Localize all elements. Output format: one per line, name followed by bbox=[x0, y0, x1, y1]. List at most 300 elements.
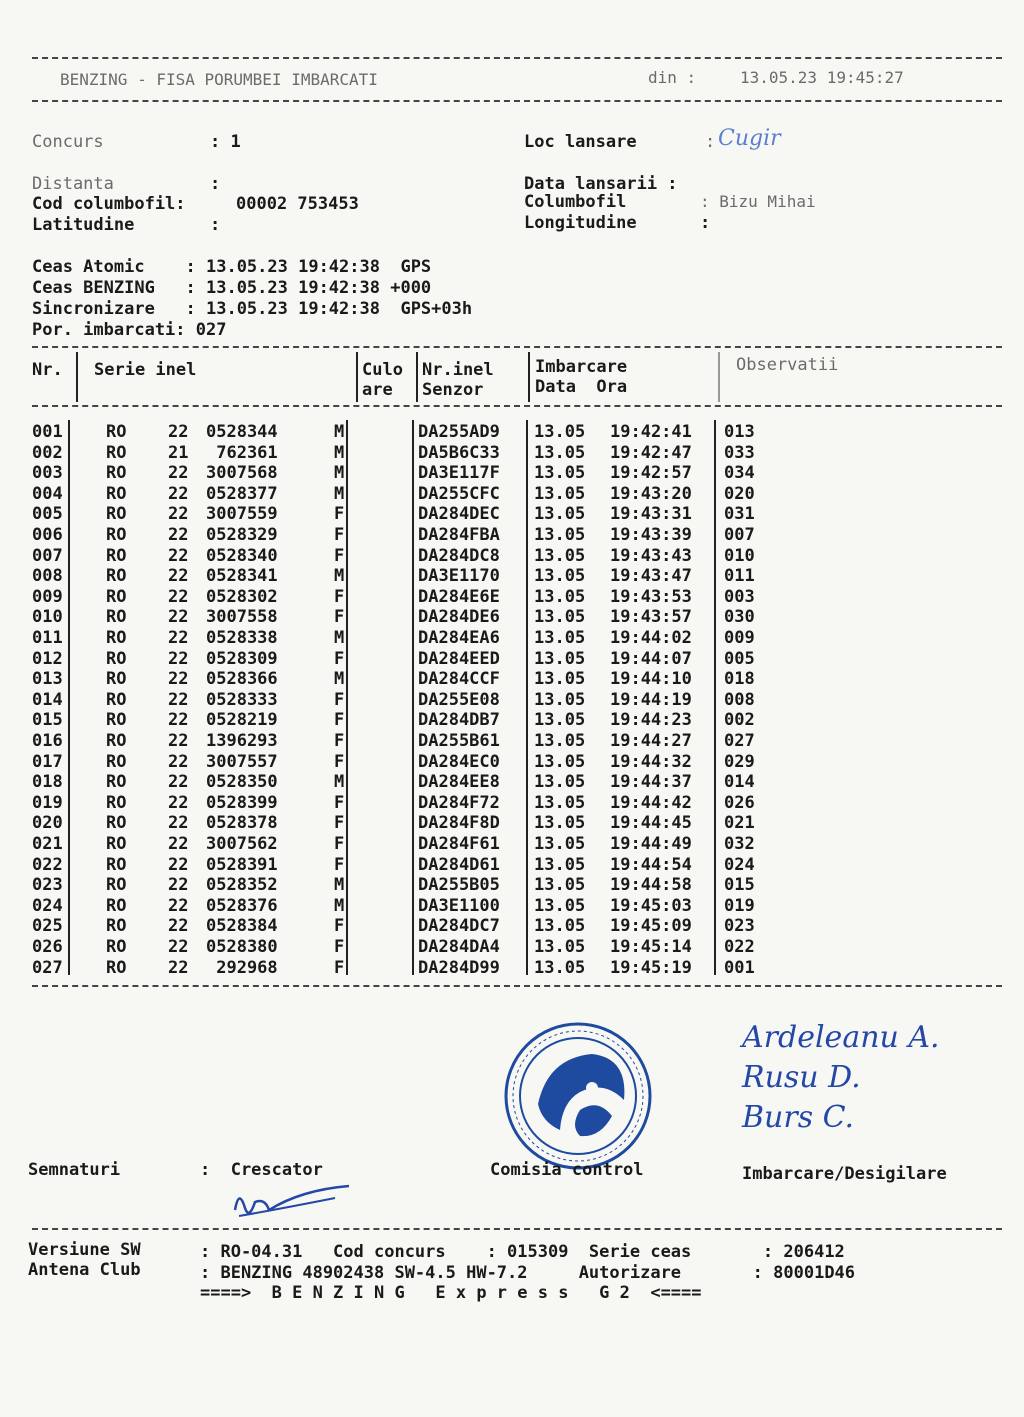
divider bbox=[32, 346, 1002, 348]
sensor-id: DA284D99 bbox=[418, 957, 500, 978]
observation: 002 bbox=[724, 710, 755, 731]
row-number: 015 bbox=[32, 710, 63, 731]
boarding-date: 13.05 bbox=[534, 731, 586, 751]
col-imbarcare-2: Data Ora bbox=[535, 377, 628, 397]
sex: F bbox=[334, 937, 345, 957]
country-code: RO bbox=[106, 669, 127, 690]
row-number: 014 bbox=[32, 689, 63, 710]
imbarcare-desigilare-label: Imbarcare/Desigilare bbox=[742, 1164, 947, 1184]
boarding-date: 13.05 bbox=[534, 525, 586, 545]
sensor-id: DA5B6C33 bbox=[418, 442, 500, 463]
boarding-time: 19:44:23 bbox=[610, 710, 692, 731]
table-row bbox=[32, 669, 772, 689]
ring-number: 0528309 bbox=[206, 648, 278, 669]
boarding-date: 13.05 bbox=[534, 895, 586, 916]
table-row bbox=[32, 958, 772, 978]
sensor-id: DA284DE6 bbox=[418, 607, 500, 628]
boarding-date: 13.05 bbox=[534, 463, 586, 484]
sensor-id: DA284DA4 bbox=[418, 937, 500, 957]
observation: 011 bbox=[724, 566, 755, 587]
boarding-date: 13.05 bbox=[534, 854, 586, 875]
row-number: 016 bbox=[32, 731, 63, 751]
boarding-time: 19:43:53 bbox=[610, 586, 692, 607]
loc-lansare-handwritten: Cugir bbox=[718, 126, 781, 151]
boarding-time: 19:44:19 bbox=[610, 689, 692, 710]
table-row bbox=[32, 855, 772, 875]
col-nr-inel-1: Nr.inel bbox=[422, 360, 494, 380]
row-number: 006 bbox=[32, 525, 63, 545]
year: 22 bbox=[168, 422, 189, 442]
column-separator bbox=[526, 420, 528, 975]
boarding-date: 13.05 bbox=[534, 792, 586, 813]
year: 22 bbox=[168, 483, 189, 504]
ring-number: 3007562 bbox=[206, 834, 278, 854]
table-row bbox=[32, 628, 772, 648]
year: 22 bbox=[168, 525, 189, 545]
divider bbox=[32, 405, 1002, 407]
sex: M bbox=[334, 669, 345, 690]
year: 22 bbox=[168, 772, 189, 793]
observation: 013 bbox=[724, 422, 755, 442]
observation: 021 bbox=[724, 813, 755, 834]
boarding-time: 19:44:27 bbox=[610, 731, 692, 751]
header-separator bbox=[356, 352, 358, 402]
sex: F bbox=[334, 607, 345, 628]
country-code: RO bbox=[106, 710, 127, 731]
year: 21 bbox=[168, 442, 189, 463]
boarding-date: 13.05 bbox=[534, 772, 586, 793]
country-code: RO bbox=[106, 504, 127, 525]
sex: F bbox=[334, 834, 345, 854]
ring-number: 762361 bbox=[206, 442, 278, 463]
sex: F bbox=[334, 525, 345, 545]
ring-number: 292968 bbox=[206, 957, 278, 978]
sensor-id: DA284EA6 bbox=[418, 628, 500, 648]
boarding-time: 19:42:47 bbox=[610, 442, 692, 463]
year: 22 bbox=[168, 566, 189, 587]
row-number: 010 bbox=[32, 607, 63, 628]
document-title: BENZING - FISA PORUMBEI IMBARCATI bbox=[60, 70, 378, 89]
boarding-date: 13.05 bbox=[534, 586, 586, 607]
country-code: RO bbox=[106, 628, 127, 648]
table-row bbox=[32, 463, 772, 483]
observation: 019 bbox=[724, 895, 755, 916]
observation: 033 bbox=[724, 442, 755, 463]
sensor-id: DA284F72 bbox=[418, 792, 500, 813]
concurs-value: : 1 bbox=[210, 132, 241, 152]
sensor-id: DA284CCF bbox=[418, 669, 500, 690]
boarding-time: 19:43:31 bbox=[610, 504, 692, 525]
country-code: RO bbox=[106, 731, 127, 751]
header-separator bbox=[718, 352, 720, 402]
antena-club-line: : BENZING 48902438 SW-4.5 HW-7.2 Autorizare : 80001D46 bbox=[200, 1263, 856, 1283]
columbofil-label: Columbofil bbox=[524, 192, 627, 212]
observation: 027 bbox=[724, 731, 755, 751]
row-number: 008 bbox=[32, 566, 63, 587]
table-row bbox=[32, 772, 772, 792]
country-code: RO bbox=[106, 895, 127, 916]
year: 22 bbox=[168, 751, 189, 772]
table-row bbox=[32, 422, 772, 442]
table-row bbox=[32, 566, 772, 586]
ring-number: 0528352 bbox=[206, 875, 278, 896]
ring-number: 0528344 bbox=[206, 422, 278, 442]
country-code: RO bbox=[106, 648, 127, 669]
sex: M bbox=[334, 463, 345, 484]
concurs-label: Concurs bbox=[32, 132, 104, 152]
observation: 026 bbox=[724, 792, 755, 813]
sensor-id: DA255B61 bbox=[418, 731, 500, 751]
country-code: RO bbox=[106, 854, 127, 875]
table-row bbox=[32, 690, 772, 710]
column-separator bbox=[346, 420, 348, 975]
divider bbox=[32, 1228, 1002, 1230]
boarding-date: 13.05 bbox=[534, 957, 586, 978]
observation: 022 bbox=[724, 937, 755, 957]
row-number: 020 bbox=[32, 813, 63, 834]
sex: M bbox=[334, 895, 345, 916]
row-number: 001 bbox=[32, 422, 63, 442]
country-code: RO bbox=[106, 463, 127, 484]
country-code: RO bbox=[106, 422, 127, 442]
country-code: RO bbox=[106, 483, 127, 504]
divider bbox=[32, 985, 1002, 987]
observation: 020 bbox=[724, 483, 755, 504]
observation: 023 bbox=[724, 916, 755, 937]
year: 22 bbox=[168, 710, 189, 731]
country-code: RO bbox=[106, 607, 127, 628]
boarding-time: 19:45:03 bbox=[610, 895, 692, 916]
country-code: RO bbox=[106, 957, 127, 978]
sex: M bbox=[334, 422, 345, 442]
boarding-date: 13.05 bbox=[534, 916, 586, 937]
year: 22 bbox=[168, 916, 189, 937]
country-code: RO bbox=[106, 772, 127, 793]
row-number: 025 bbox=[32, 916, 63, 937]
boarding-time: 19:44:42 bbox=[610, 792, 692, 813]
sensor-id: DA284F8D bbox=[418, 813, 500, 834]
ring-number: 0528376 bbox=[206, 895, 278, 916]
boarding-date: 13.05 bbox=[534, 607, 586, 628]
row-number: 024 bbox=[32, 895, 63, 916]
observation: 009 bbox=[724, 628, 755, 648]
row-number: 019 bbox=[32, 792, 63, 813]
boarding-date: 13.05 bbox=[534, 689, 586, 710]
boarding-time: 19:43:39 bbox=[610, 525, 692, 545]
table-row bbox=[32, 504, 772, 524]
observation: 031 bbox=[724, 504, 755, 525]
country-code: RO bbox=[106, 875, 127, 896]
table-row bbox=[32, 443, 772, 463]
table-row bbox=[32, 937, 772, 957]
table-row bbox=[32, 525, 772, 545]
longitudine-value: : bbox=[700, 213, 711, 233]
boarding-time: 19:43:43 bbox=[610, 545, 692, 566]
year: 22 bbox=[168, 586, 189, 607]
row-number: 023 bbox=[32, 875, 63, 896]
boarding-time: 19:43:47 bbox=[610, 566, 692, 587]
boarding-date: 13.05 bbox=[534, 545, 586, 566]
ring-number: 1396293 bbox=[206, 731, 278, 751]
ring-number: 0528219 bbox=[206, 710, 278, 731]
sex: F bbox=[334, 586, 345, 607]
table-row bbox=[32, 896, 772, 916]
date-label: din : bbox=[648, 68, 697, 87]
row-number: 017 bbox=[32, 751, 63, 772]
country-code: RO bbox=[106, 545, 127, 566]
observation: 032 bbox=[724, 834, 755, 854]
sex: F bbox=[334, 731, 345, 751]
cod-columbofil-label: Cod columbofil: bbox=[32, 194, 186, 214]
row-number: 002 bbox=[32, 442, 63, 463]
col-imbarcare-1: Imbarcare bbox=[535, 357, 628, 377]
country-code: RO bbox=[106, 937, 127, 957]
ring-number: 0528380 bbox=[206, 937, 278, 957]
boarding-time: 19:45:14 bbox=[610, 937, 692, 957]
boarding-date: 13.05 bbox=[534, 442, 586, 463]
boarding-time: 19:44:49 bbox=[610, 834, 692, 854]
distanta-label: Distanta bbox=[32, 174, 114, 194]
year: 22 bbox=[168, 731, 189, 751]
boarding-time: 19:44:02 bbox=[610, 628, 692, 648]
latitudine-value: : bbox=[210, 215, 221, 235]
year: 22 bbox=[168, 937, 189, 957]
year: 22 bbox=[168, 957, 189, 978]
country-code: RO bbox=[106, 792, 127, 813]
ring-number: 3007558 bbox=[206, 607, 278, 628]
header-separator bbox=[416, 352, 418, 402]
ring-number: 0528350 bbox=[206, 772, 278, 793]
sex: M bbox=[334, 772, 345, 793]
observation: 003 bbox=[724, 586, 755, 607]
row-number: 005 bbox=[32, 504, 63, 525]
sex: F bbox=[334, 751, 345, 772]
year: 22 bbox=[168, 854, 189, 875]
signature-handwritten: Ardeleanu A. bbox=[742, 1020, 940, 1055]
row-number: 026 bbox=[32, 937, 63, 957]
row-number: 009 bbox=[32, 586, 63, 607]
country-code: RO bbox=[106, 834, 127, 854]
table-row bbox=[32, 484, 772, 504]
loc-lansare-label: Loc lansare bbox=[524, 132, 637, 152]
latitudine-label: Latitudine bbox=[32, 215, 135, 235]
versiune-sw-line: : RO-04.31 Cod concurs : 015309 Serie ceas : 206412 bbox=[200, 1242, 845, 1262]
year: 22 bbox=[168, 545, 189, 566]
boarding-date: 13.05 bbox=[534, 834, 586, 854]
cod-columbofil-value: 00002 753453 bbox=[236, 194, 359, 214]
boarding-time: 19:43:57 bbox=[610, 607, 692, 628]
country-code: RO bbox=[106, 566, 127, 587]
observation: 014 bbox=[724, 772, 755, 793]
row-number: 027 bbox=[32, 957, 63, 978]
ring-number: 0528377 bbox=[206, 483, 278, 504]
year: 22 bbox=[168, 895, 189, 916]
sensor-id: DA284DC7 bbox=[418, 916, 500, 937]
sex: F bbox=[334, 504, 345, 525]
antena-club-label: Antena Club bbox=[28, 1260, 141, 1280]
observation: 029 bbox=[724, 751, 755, 772]
row-number: 004 bbox=[32, 483, 63, 504]
sensor-id: DA255B05 bbox=[418, 875, 500, 896]
boarding-time: 19:42:57 bbox=[610, 463, 692, 484]
column-separator bbox=[412, 420, 414, 975]
year: 22 bbox=[168, 792, 189, 813]
sensor-id: DA3E1170 bbox=[418, 566, 500, 587]
distanta-value: : bbox=[210, 174, 221, 194]
header-separator bbox=[528, 352, 530, 402]
observation: 018 bbox=[724, 669, 755, 690]
boarding-time: 19:44:10 bbox=[610, 669, 692, 690]
row-number: 012 bbox=[32, 648, 63, 669]
signature-handwritten: Burs C. bbox=[742, 1100, 855, 1135]
boarding-time: 19:44:37 bbox=[610, 772, 692, 793]
table-row bbox=[32, 607, 772, 627]
ring-number: 0528384 bbox=[206, 916, 278, 937]
year: 22 bbox=[168, 648, 189, 669]
table-row bbox=[32, 546, 772, 566]
semnaturi-label: Semnaturi bbox=[28, 1160, 121, 1180]
observation: 007 bbox=[724, 525, 755, 545]
ceas-benzing: Ceas BENZING : 13.05.23 19:42:38 +000 bbox=[32, 278, 432, 298]
year: 22 bbox=[168, 628, 189, 648]
boarding-date: 13.05 bbox=[534, 566, 586, 587]
boarding-time: 19:45:09 bbox=[610, 916, 692, 937]
sex: F bbox=[334, 813, 345, 834]
sensor-id: DA3E117F bbox=[418, 463, 500, 484]
table-row bbox=[32, 587, 772, 607]
columbofil-value: : Bizu Mihai bbox=[700, 192, 816, 211]
country-code: RO bbox=[106, 525, 127, 545]
boarding-time: 19:42:41 bbox=[610, 422, 692, 442]
country-code: RO bbox=[106, 689, 127, 710]
table-row bbox=[32, 731, 772, 751]
row-number: 018 bbox=[32, 772, 63, 793]
ring-number: 0528391 bbox=[206, 854, 278, 875]
year: 22 bbox=[168, 669, 189, 690]
observation: 005 bbox=[724, 648, 755, 669]
data-lansarii-label: Data lansarii : bbox=[524, 174, 678, 194]
ring-number: 0528366 bbox=[206, 669, 278, 690]
boarding-date: 13.05 bbox=[534, 483, 586, 504]
porumbei-imbarcati: Por. imbarcati: 027 bbox=[32, 320, 227, 340]
sex: F bbox=[334, 916, 345, 937]
table-row bbox=[32, 834, 772, 854]
sensor-id: DA255AD9 bbox=[418, 422, 500, 442]
table-row bbox=[32, 875, 772, 895]
boarding-date: 13.05 bbox=[534, 422, 586, 442]
divider bbox=[32, 100, 1002, 102]
boarding-date: 13.05 bbox=[534, 751, 586, 772]
sex: F bbox=[334, 689, 345, 710]
date-value: 13.05.23 19:45:27 bbox=[740, 68, 904, 87]
sex: F bbox=[334, 648, 345, 669]
col-culoare-2: are bbox=[362, 380, 393, 400]
observation: 010 bbox=[724, 545, 755, 566]
table-row bbox=[32, 813, 772, 833]
sensor-id: DA284D61 bbox=[418, 854, 500, 875]
country-code: RO bbox=[106, 586, 127, 607]
observation: 001 bbox=[724, 957, 755, 978]
year: 22 bbox=[168, 504, 189, 525]
ceas-atomic: Ceas Atomic : 13.05.23 19:42:38 GPS bbox=[32, 257, 432, 277]
observation: 030 bbox=[724, 607, 755, 628]
sex: F bbox=[334, 545, 345, 566]
ring-number: 0528340 bbox=[206, 545, 278, 566]
sex: M bbox=[334, 875, 345, 896]
boarding-date: 13.05 bbox=[534, 648, 586, 669]
boarding-time: 19:44:58 bbox=[610, 875, 692, 896]
col-nr: Nr. bbox=[32, 360, 63, 380]
header-separator bbox=[76, 352, 78, 402]
ring-number: 0528333 bbox=[206, 689, 278, 710]
ring-number: 3007557 bbox=[206, 751, 278, 772]
boarding-date: 13.05 bbox=[534, 504, 586, 525]
sex: M bbox=[334, 483, 345, 504]
ring-number: 3007568 bbox=[206, 463, 278, 484]
year: 22 bbox=[168, 689, 189, 710]
col-serie-inel: Serie inel bbox=[94, 360, 197, 380]
versiune-sw-label: Versiune SW bbox=[28, 1240, 141, 1260]
ring-number: 0528399 bbox=[206, 792, 278, 813]
sex: M bbox=[334, 442, 345, 463]
col-observatii: Observatii bbox=[736, 355, 839, 375]
comisia-control-label: Comisia control bbox=[490, 1160, 644, 1180]
sex: M bbox=[334, 566, 345, 587]
country-code: RO bbox=[106, 751, 127, 772]
column-separator bbox=[68, 420, 70, 975]
boarding-date: 13.05 bbox=[534, 813, 586, 834]
boarding-time: 19:44:32 bbox=[610, 751, 692, 772]
ring-number: 0528329 bbox=[206, 525, 278, 545]
boarding-date: 13.05 bbox=[534, 669, 586, 690]
row-number: 021 bbox=[32, 834, 63, 854]
boarding-date: 13.05 bbox=[534, 628, 586, 648]
year: 22 bbox=[168, 834, 189, 854]
boarding-time: 19:44:54 bbox=[610, 854, 692, 875]
country-code: RO bbox=[106, 916, 127, 937]
sensor-id: DA284FBA bbox=[418, 525, 500, 545]
sensor-id: DA255CFC bbox=[418, 483, 500, 504]
boarding-date: 13.05 bbox=[534, 937, 586, 957]
row-number: 011 bbox=[32, 628, 63, 648]
sensor-id: DA284EE8 bbox=[418, 772, 500, 793]
row-number: 007 bbox=[32, 545, 63, 566]
boarding-time: 19:45:19 bbox=[610, 957, 692, 978]
column-separator bbox=[714, 420, 716, 975]
country-code: RO bbox=[106, 442, 127, 463]
sensor-id: DA284DB7 bbox=[418, 710, 500, 731]
table-row bbox=[32, 752, 772, 772]
col-culoare-1: Culo bbox=[362, 360, 403, 380]
year: 22 bbox=[168, 813, 189, 834]
row-number: 013 bbox=[32, 669, 63, 690]
sensor-id: DA284EED bbox=[418, 648, 500, 669]
observation: 015 bbox=[724, 875, 755, 896]
table-row bbox=[32, 793, 772, 813]
year: 22 bbox=[168, 875, 189, 896]
year: 22 bbox=[168, 607, 189, 628]
ring-number: 0528341 bbox=[206, 566, 278, 587]
sex: F bbox=[334, 854, 345, 875]
col-nr-inel-2: Senzor bbox=[422, 380, 484, 400]
sex: F bbox=[334, 957, 345, 978]
official-stamp-icon bbox=[500, 1018, 656, 1174]
sensor-id: DA284DEC bbox=[418, 504, 500, 525]
signature-scribble-icon bbox=[225, 1180, 355, 1230]
benzing-express-footer: ====> B E N Z I N G E x p r e s s G 2 <==== bbox=[200, 1283, 702, 1303]
country-code: RO bbox=[106, 813, 127, 834]
boarding-date: 13.05 bbox=[534, 710, 586, 731]
